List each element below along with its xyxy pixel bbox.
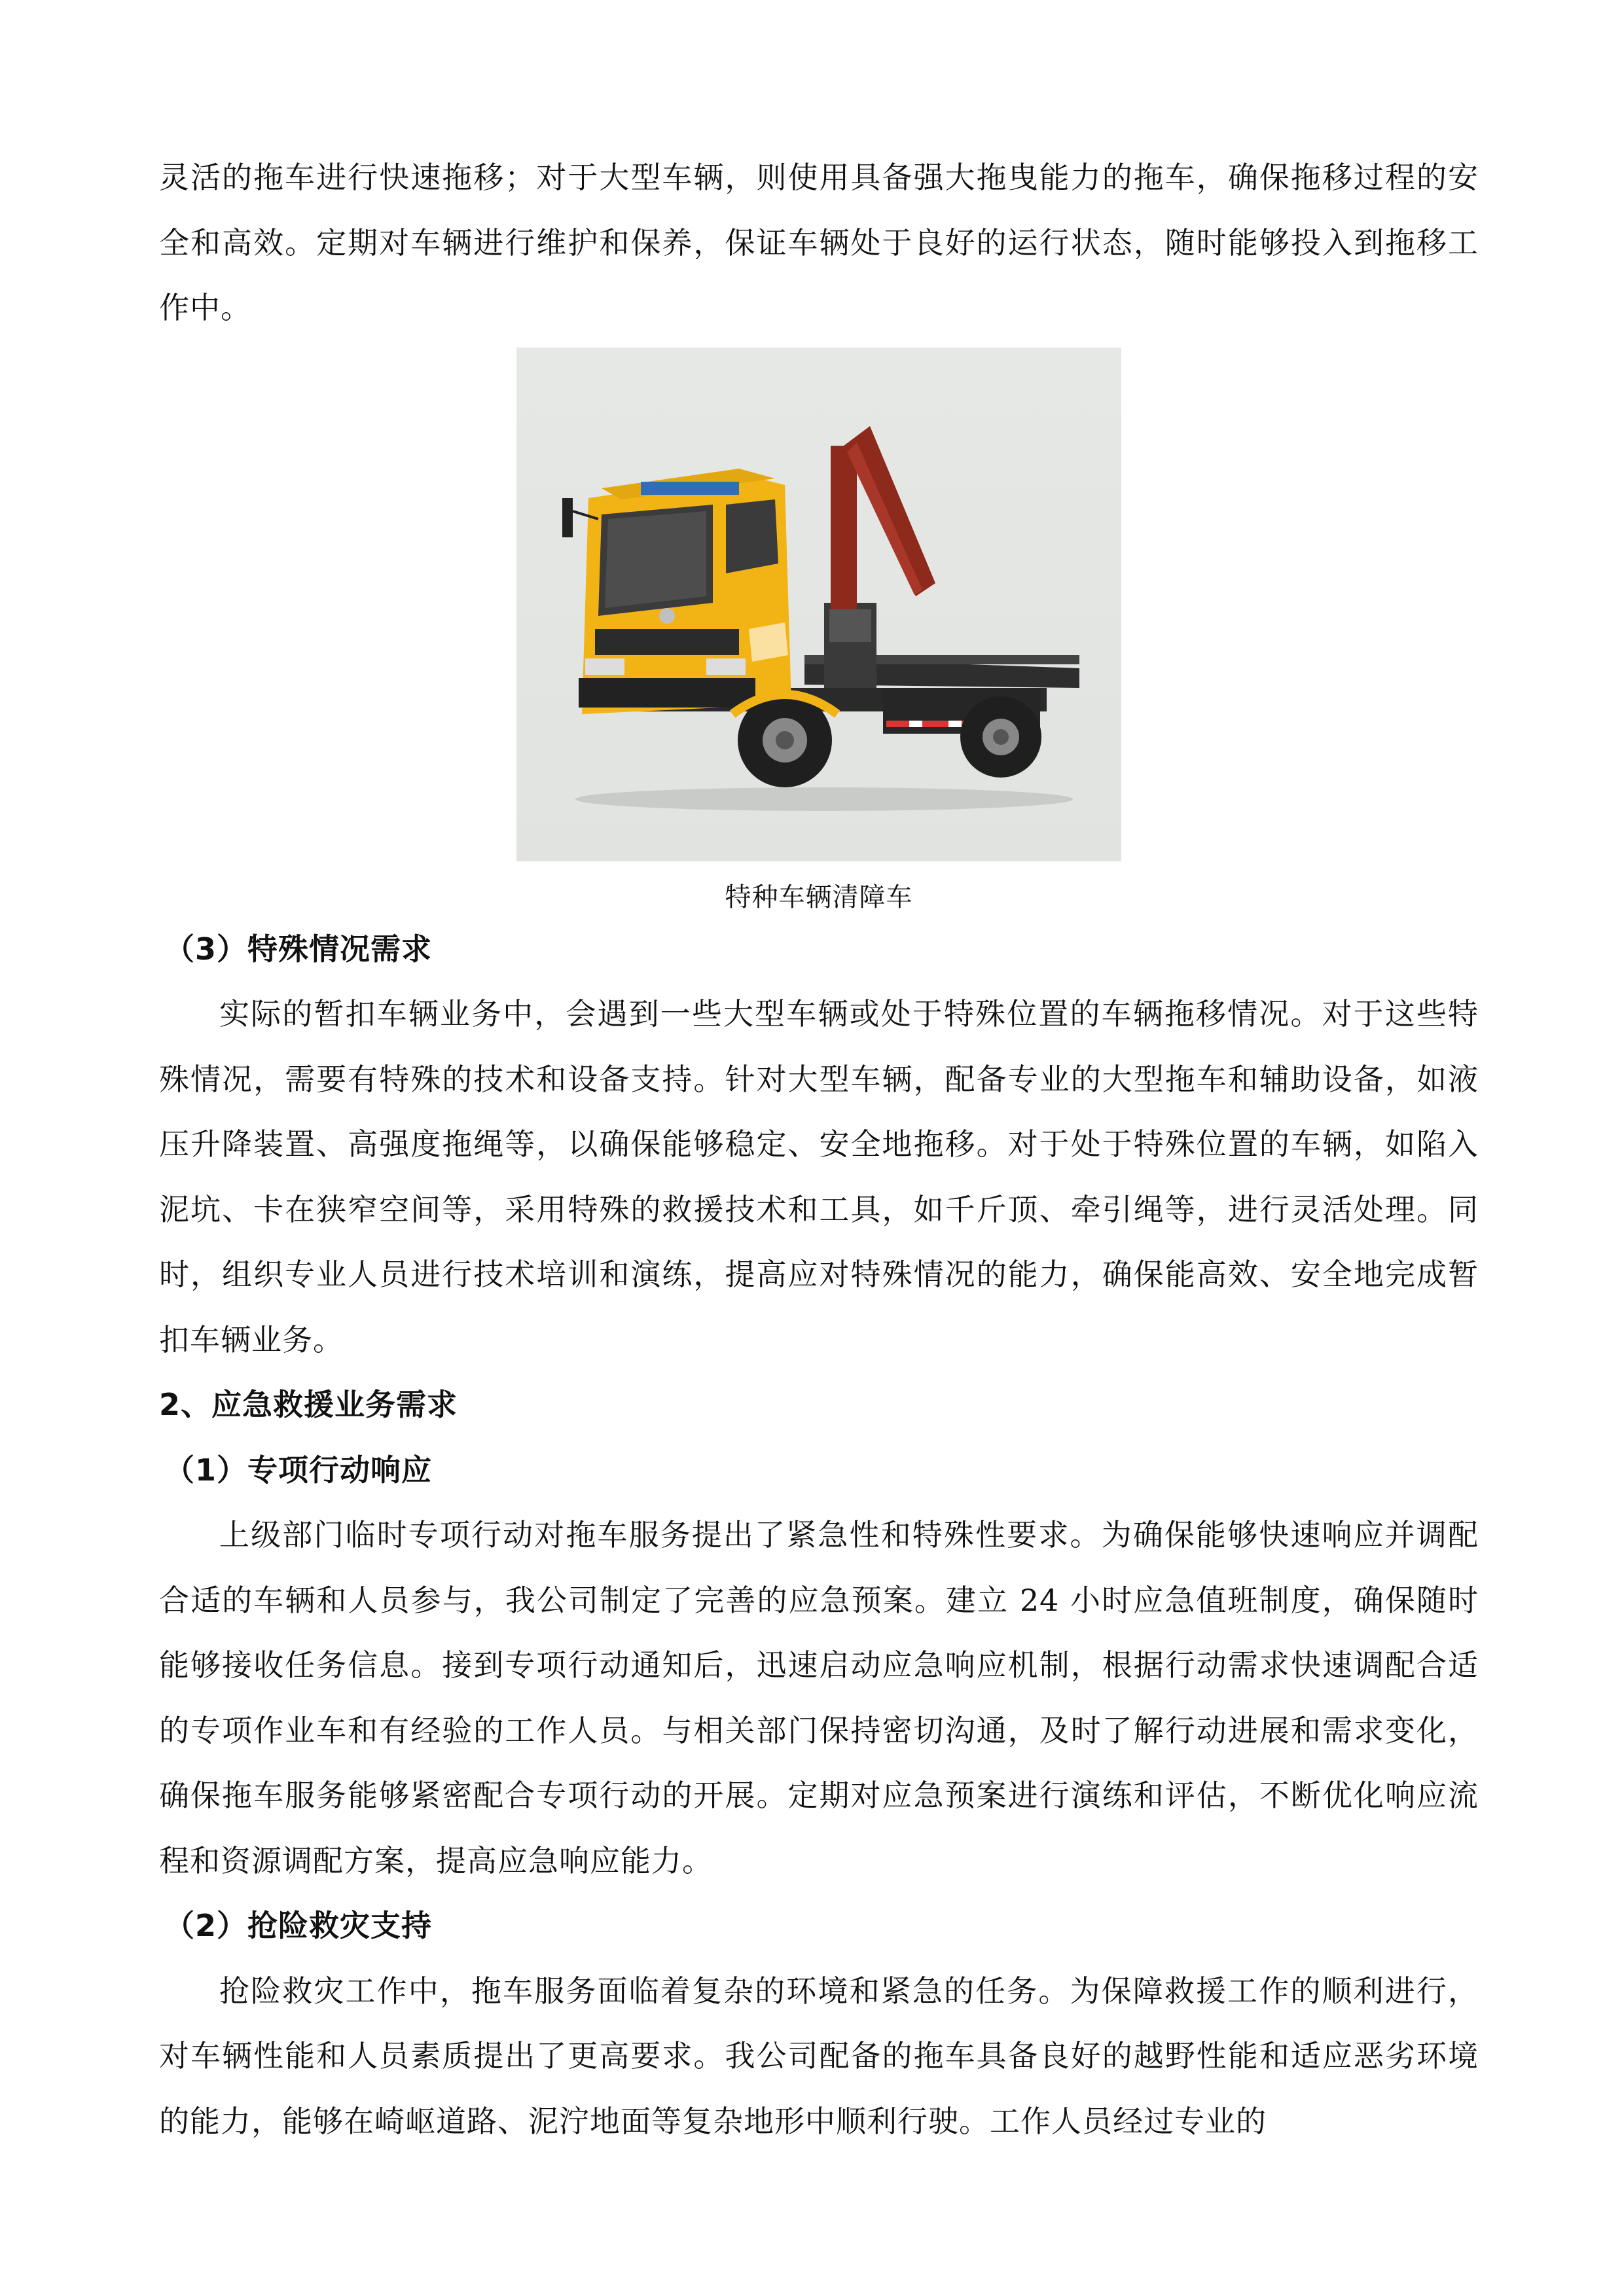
wrecker-truck-illustration	[516, 348, 1121, 861]
paragraph-towing-continuation: 灵活的拖车进行快速拖移；对于大型车辆，则使用具备强大拖曳能力的拖车，确保拖移过程的安全和高效。定期对车辆进行维护和保养，保证车辆处于良好的运行状态，随时能够投入到拖移工作中。	[159, 160, 1479, 325]
heading-special-action-response: （1）专项行动响应	[164, 1452, 433, 1488]
paragraph-special-needs: 实际的暂扣车辆业务中，会遇到一些大型车辆或处于特殊位置的车辆拖移情况。对于这些特殊情况，需要有特殊的技术和设备支持。针对大型车辆，配备专业的大型拖车和辅助设备，如液压升降装置、高强度拖绳等，以确保能够稳定、安全地拖移。对于处于特殊位置的车辆，如陷入泥坑、卡在狭窄空间等，采用特殊的救援技术和工具，如千斤顶、牵引绳等，进行灵活处理。同时，组织专业人员进行技术培训和演练，提高应对特殊情况的能力，确保能高效、安全地完成暂扣车辆业务。	[159, 996, 1479, 1357]
heading-disaster-support: （2）抢险救灾支持	[164, 1908, 433, 1943]
heading-emergency-rescue: 2、应急救援业务需求	[159, 1387, 458, 1422]
page-content	[159, 145, 1479, 2154]
figure-caption: 特种车辆清障车	[725, 882, 913, 912]
wrecker-truck-photo	[516, 348, 1121, 861]
paragraph-disaster-support: 抢险救灾工作中，拖车服务面临着复杂的环境和紧急的任务。为保障救援工作的顺利进行，对车辆性能和人员素质提出了更高要求。我公司配备的拖车具备良好的越野性能和适应恶劣环境的能力，能够在崎岖道路、泥泞地面等复杂地形中顺利行驶。工作人员经过专业的	[159, 1973, 1479, 2139]
paragraph-special-action-response: 上级部门临时专项行动对拖车服务提出了紧急性和特殊性要求。为确保能够快速响应并调配合适的车辆和人员参与，我公司制定了完善的应急预案。建立 24 小时应急值班制度，确保随时能够接收任务信息。接到专项行动通知后，迅速启动应急响应机制，根据行动需求快速调配合适的专项作业车和有经验的工作人员。与相关部门保持密切沟通，及时了解行动进展和需求变化，确保拖车服务能够紧密配合专项行动的开展。定期对应急预案进行演练和评估，不断优化响应流程和资源调配方案，提高应急响应能力。	[159, 1517, 1479, 1878]
heading-special-needs: （3）特殊情况需求	[164, 931, 433, 967]
figure-wrecker-truck	[159, 341, 1479, 878]
